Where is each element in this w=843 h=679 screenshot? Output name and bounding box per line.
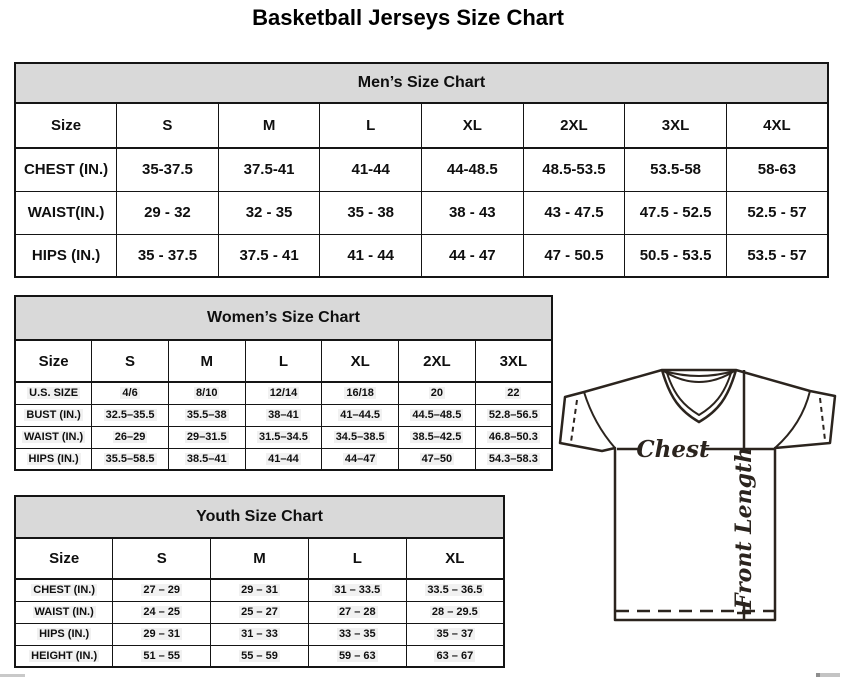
youth-row-label bbox=[15, 623, 113, 645]
womens-row-label-text: HIPS (IN.) bbox=[28, 452, 79, 465]
womens-value-cell bbox=[168, 404, 245, 426]
womens-value-cell-text: 38.5–41 bbox=[186, 452, 227, 465]
mens-column-header: 4XL bbox=[726, 103, 828, 148]
womens-value-cell bbox=[399, 404, 476, 426]
mens-header-row bbox=[15, 103, 828, 148]
youth-row-label-text: HEIGHT (IN.) bbox=[31, 649, 98, 662]
page-artifact-bar-left bbox=[0, 674, 25, 677]
womens-value-cell bbox=[399, 448, 476, 470]
womens-value-cell-text: 47–50 bbox=[421, 452, 453, 465]
womens-value-cell-text: 20 bbox=[430, 387, 443, 400]
mens-data-row bbox=[15, 234, 828, 277]
womens-value-cell bbox=[92, 426, 169, 448]
mens-value-cell: 32 - 35 bbox=[218, 191, 320, 234]
womens-value-cell-text: 16/18 bbox=[346, 387, 374, 400]
womens-column-header: XL bbox=[322, 340, 399, 382]
womens-column-header: L bbox=[245, 340, 322, 382]
mens-value-cell: 47 - 50.5 bbox=[523, 234, 625, 277]
mens-value-cell: 58-63 bbox=[726, 148, 828, 191]
womens-value-cell-text: 38–41 bbox=[268, 409, 299, 421]
mens-title-row bbox=[15, 63, 828, 103]
womens-value-cell bbox=[399, 382, 476, 404]
youth-data-row bbox=[15, 645, 504, 667]
womens-value-cell bbox=[168, 448, 245, 470]
womens-size-chart-table bbox=[14, 295, 553, 471]
youth-value-cell bbox=[211, 601, 309, 623]
womens-value-cell bbox=[245, 426, 322, 448]
mens-value-cell: 35-37.5 bbox=[117, 148, 219, 191]
mens-column-header: M bbox=[218, 103, 320, 148]
womens-value-cell bbox=[168, 382, 245, 404]
youth-value-cell bbox=[406, 579, 504, 601]
front-length-label: Front Length bbox=[731, 446, 757, 610]
womens-value-cell-text: 26–29 bbox=[114, 431, 146, 443]
mens-column-header: 2XL bbox=[523, 103, 625, 148]
youth-value-cell-text: 27 – 29 bbox=[143, 584, 181, 597]
youth-row-label-text: WAIST (IN.) bbox=[34, 606, 94, 618]
womens-data-row bbox=[15, 426, 552, 448]
youth-header-row bbox=[15, 538, 504, 579]
youth-value-cell-text: 55 – 59 bbox=[241, 649, 278, 662]
mens-value-cell: 44 - 47 bbox=[422, 234, 524, 277]
mens-value-cell: 53.5 - 57 bbox=[726, 234, 828, 277]
mens-value-cell: 47.5 - 52.5 bbox=[625, 191, 727, 234]
womens-value-cell-text: 31.5–34.5 bbox=[258, 431, 308, 443]
mens-column-header: XL bbox=[422, 103, 524, 148]
womens-value-cell bbox=[322, 448, 399, 470]
womens-column-header: 2XL bbox=[399, 340, 476, 382]
womens-value-cell-text: 35.5–38 bbox=[186, 409, 227, 421]
womens-value-cell bbox=[92, 382, 169, 404]
womens-value-cell-text: 44–47 bbox=[344, 452, 376, 465]
youth-chart-title: Youth Size Chart bbox=[15, 496, 504, 538]
youth-value-cell-text: 51 – 55 bbox=[143, 649, 181, 662]
mens-value-cell: 37.5-41 bbox=[218, 148, 320, 191]
jersey-measurement-diagram bbox=[558, 360, 840, 626]
youth-data-row bbox=[15, 579, 504, 601]
womens-value-cell bbox=[245, 448, 322, 470]
mens-value-cell: 29 - 32 bbox=[117, 191, 219, 234]
youth-value-cell bbox=[211, 623, 309, 645]
youth-value-cell bbox=[113, 623, 211, 645]
mens-chart-title: Men’s Size Chart bbox=[15, 63, 828, 103]
youth-value-cell bbox=[406, 601, 504, 623]
youth-value-cell-text: 24 – 25 bbox=[143, 606, 181, 618]
mens-data-row bbox=[15, 148, 828, 191]
youth-value-cell-text: 31 – 33 bbox=[241, 628, 278, 640]
youth-value-cell bbox=[308, 623, 406, 645]
youth-value-cell-text: 35 – 37 bbox=[436, 628, 474, 640]
womens-value-cell-text: 22 bbox=[507, 387, 520, 400]
womens-data-row bbox=[15, 448, 552, 470]
youth-column-header: S bbox=[113, 538, 211, 579]
youth-column-header: XL bbox=[406, 538, 504, 579]
womens-value-cell-text: 35.5–58.5 bbox=[105, 452, 155, 465]
youth-value-cell-text: 27 – 28 bbox=[338, 606, 376, 618]
youth-value-cell bbox=[113, 579, 211, 601]
mens-value-cell: 48.5-53.5 bbox=[523, 148, 625, 191]
youth-value-cell-text: 59 – 63 bbox=[338, 649, 376, 662]
mens-value-cell: 35 - 38 bbox=[320, 191, 422, 234]
womens-row-label-text: WAIST (IN.) bbox=[23, 431, 84, 443]
youth-row-label-text: HIPS (IN.) bbox=[39, 628, 90, 640]
womens-value-cell bbox=[92, 448, 169, 470]
womens-header-row bbox=[15, 340, 552, 382]
mens-size-header: Size bbox=[15, 103, 117, 148]
youth-value-cell-text: 33 – 35 bbox=[338, 628, 376, 640]
mens-column-header: L bbox=[320, 103, 422, 148]
mens-size-chart-table bbox=[14, 62, 829, 278]
page-artifact-bar-right bbox=[816, 673, 840, 677]
youth-row-label-text: CHEST (IN.) bbox=[33, 584, 96, 597]
womens-value-cell bbox=[245, 382, 322, 404]
page-title: Basketball Jerseys Size Chart bbox=[252, 5, 564, 30]
youth-value-cell-text: 63 – 67 bbox=[436, 649, 474, 662]
womens-value-cell bbox=[322, 382, 399, 404]
mens-row-label: CHEST (IN.) bbox=[15, 148, 117, 191]
womens-value-cell-text: 4/6 bbox=[122, 387, 138, 400]
womens-value-cell bbox=[475, 382, 552, 404]
mens-value-cell: 52.5 - 57 bbox=[726, 191, 828, 234]
mens-column-header: 3XL bbox=[625, 103, 727, 148]
mens-value-cell: 41-44 bbox=[320, 148, 422, 191]
womens-value-cell bbox=[399, 426, 476, 448]
jersey-outline-shape bbox=[560, 370, 835, 620]
womens-size-header: Size bbox=[15, 340, 92, 382]
youth-value-cell-text: 31 – 33.5 bbox=[334, 584, 381, 597]
womens-row-label bbox=[15, 382, 92, 404]
mens-value-cell: 38 - 43 bbox=[422, 191, 524, 234]
womens-value-cell bbox=[92, 404, 169, 426]
youth-value-cell bbox=[308, 601, 406, 623]
youth-value-cell bbox=[113, 645, 211, 667]
youth-value-cell-text: 29 – 31 bbox=[143, 628, 181, 640]
womens-chart-title: Women’s Size Chart bbox=[15, 296, 552, 340]
womens-value-cell bbox=[322, 426, 399, 448]
mens-column-header: S bbox=[117, 103, 219, 148]
youth-value-cell bbox=[406, 645, 504, 667]
youth-column-header: L bbox=[308, 538, 406, 579]
womens-row-label-text: BUST (IN.) bbox=[26, 409, 81, 421]
youth-value-cell bbox=[211, 645, 309, 667]
youth-size-header: Size bbox=[15, 538, 113, 579]
youth-title-row bbox=[15, 496, 504, 538]
womens-data-row bbox=[15, 404, 552, 426]
youth-data-row bbox=[15, 601, 504, 623]
womens-value-cell-text: 12/14 bbox=[269, 387, 298, 400]
youth-row-label bbox=[15, 601, 113, 623]
youth-value-cell-text: 29 – 31 bbox=[241, 584, 278, 597]
mens-value-cell: 41 - 44 bbox=[320, 234, 422, 277]
womens-row-label bbox=[15, 426, 92, 448]
mens-data-row bbox=[15, 191, 828, 234]
youth-value-cell bbox=[113, 601, 211, 623]
mens-value-cell: 53.5-58 bbox=[625, 148, 727, 191]
womens-value-cell-text: 41–44 bbox=[268, 452, 299, 465]
womens-value-cell-text: 29–31.5 bbox=[186, 431, 227, 443]
womens-value-cell bbox=[475, 426, 552, 448]
womens-value-cell-text: 46.8–50.3 bbox=[488, 431, 538, 443]
chest-label: Chest bbox=[636, 436, 710, 463]
youth-value-cell-text: 28 – 29.5 bbox=[431, 606, 478, 618]
youth-value-cell bbox=[406, 623, 504, 645]
youth-column-header: M bbox=[211, 538, 309, 579]
womens-value-cell bbox=[322, 404, 399, 426]
youth-value-cell-text: 33.5 – 36.5 bbox=[427, 584, 483, 597]
womens-column-header: 3XL bbox=[475, 340, 552, 382]
youth-value-cell bbox=[308, 579, 406, 601]
womens-column-header: S bbox=[92, 340, 169, 382]
mens-value-cell: 37.5 - 41 bbox=[218, 234, 320, 277]
mens-value-cell: 43 - 47.5 bbox=[523, 191, 625, 234]
youth-value-cell bbox=[308, 645, 406, 667]
womens-value-cell bbox=[475, 404, 552, 426]
youth-data-row bbox=[15, 623, 504, 645]
womens-value-cell-text: 32.5–35.5 bbox=[105, 409, 155, 421]
womens-row-label bbox=[15, 404, 92, 426]
womens-value-cell-text: 52.8–56.5 bbox=[488, 409, 538, 421]
youth-value-cell-text: 25 – 27 bbox=[241, 606, 278, 618]
womens-value-cell bbox=[245, 404, 322, 426]
womens-value-cell bbox=[168, 426, 245, 448]
womens-value-cell-text: 34.5–38.5 bbox=[335, 431, 385, 443]
mens-row-label: WAIST(IN.) bbox=[15, 191, 117, 234]
youth-value-cell bbox=[211, 579, 309, 601]
womens-row-label bbox=[15, 448, 92, 470]
mens-value-cell: 50.5 - 53.5 bbox=[625, 234, 727, 277]
womens-column-header: M bbox=[168, 340, 245, 382]
womens-value-cell-text: 54.3–58.3 bbox=[488, 452, 538, 465]
womens-title-row bbox=[15, 296, 552, 340]
youth-size-chart-table bbox=[14, 495, 505, 668]
youth-row-label bbox=[15, 579, 113, 601]
mens-value-cell: 35 - 37.5 bbox=[117, 234, 219, 277]
womens-row-label-text: U.S. SIZE bbox=[29, 387, 79, 400]
mens-row-label: HIPS (IN.) bbox=[15, 234, 117, 277]
womens-value-cell-text: 8/10 bbox=[196, 387, 218, 400]
womens-value-cell-text: 44.5–48.5 bbox=[412, 409, 462, 421]
mens-value-cell: 44-48.5 bbox=[422, 148, 524, 191]
womens-value-cell-text: 41–44.5 bbox=[340, 409, 381, 421]
womens-value-cell bbox=[475, 448, 552, 470]
youth-row-label bbox=[15, 645, 113, 667]
womens-data-row bbox=[15, 382, 552, 404]
womens-value-cell-text: 38.5–42.5 bbox=[412, 431, 462, 443]
